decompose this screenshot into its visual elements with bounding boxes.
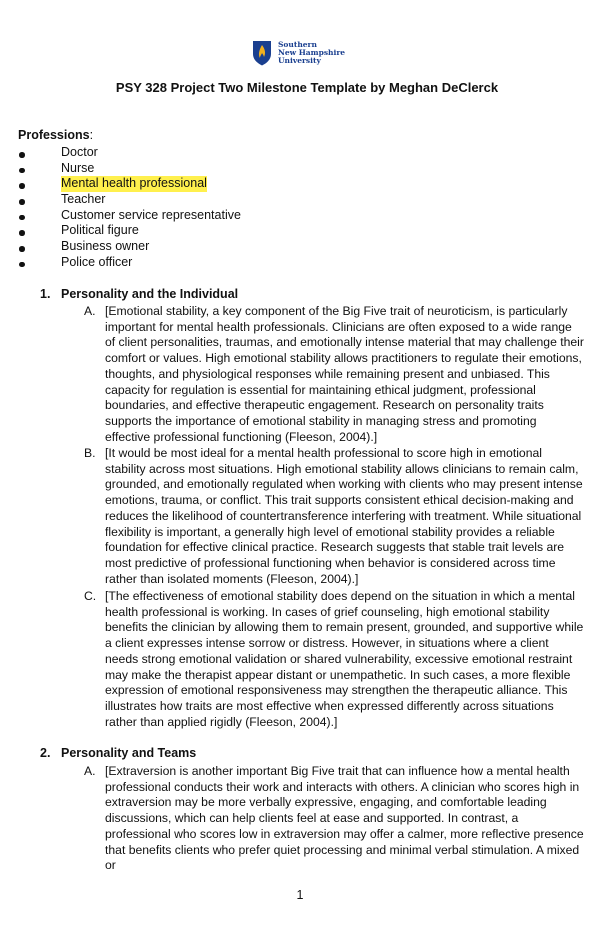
university-logo bbox=[252, 40, 345, 66]
logo-line: University bbox=[278, 56, 321, 65]
section-number: 2. bbox=[40, 746, 51, 760]
section-item bbox=[84, 764, 584, 874]
section-item bbox=[84, 446, 584, 587]
profession-text: Doctor bbox=[61, 145, 98, 159]
item-letter: C. bbox=[84, 589, 97, 603]
section-heading bbox=[40, 746, 196, 760]
item-letter: A. bbox=[84, 304, 96, 318]
profession-text: Teacher bbox=[61, 192, 106, 207]
list-item bbox=[0, 145, 614, 161]
section-number: 1. bbox=[40, 287, 51, 301]
profession-text: Business owner bbox=[61, 239, 150, 254]
professions-label-colon: : bbox=[89, 128, 94, 142]
page-title: PSY 328 Project Two Milestone Template by Meghan DeClerck bbox=[115, 80, 499, 95]
item-letter: B. bbox=[84, 446, 96, 460]
logo-wordmark bbox=[278, 41, 345, 65]
list-item bbox=[0, 239, 614, 255]
bullet-icon bbox=[19, 215, 25, 221]
profession-text: Police officer bbox=[61, 254, 133, 269]
section-title: Personality and the Individual bbox=[61, 287, 239, 301]
section-item bbox=[84, 304, 584, 445]
logo-line: New Hampshire bbox=[278, 48, 346, 57]
list-item bbox=[0, 223, 614, 239]
section-heading bbox=[40, 287, 238, 301]
professions-label bbox=[18, 128, 93, 142]
bullet-icon bbox=[19, 152, 25, 158]
profession-text-highlighted: Mental health professional bbox=[61, 176, 207, 191]
page-number: 1 bbox=[296, 888, 304, 902]
item-text: [The effectiveness of emotional stability does depend on the situation in which a mental health professional is working. In cases of grief counseling, high emotional stability benefits the clinician by allowing them to remain present, grounded, and supportive while a client expresses intense sorrow or distress. However, in situations where a client needs strong emotional validation or shared vulnerability, excessive emotional restraint may make the therapist appear distant or unempathetic. In such cases, a more flexible expression of emotional responsiveness may strengthen the therapeutic alliance. This illustrates how traits are most effective when expressed differently across situations rather than applied rigidly (Fleeson, 2004).] bbox=[105, 589, 584, 729]
bullet-icon bbox=[19, 183, 25, 189]
section-item bbox=[84, 589, 584, 730]
profession-text: Customer service representative bbox=[61, 207, 241, 222]
item-letter: A. bbox=[84, 764, 96, 778]
bullet-icon bbox=[19, 230, 25, 236]
section-title: Personality and Teams bbox=[61, 746, 197, 760]
shield-flame-icon bbox=[252, 40, 272, 66]
item-text: [Emotional stability, a key component of the Big Five trait of neuroticism, is particularly important for mental health professionals. Clinicians are often exposed to a wide range of client personalities, traumas, and emotionally intense material that may challenge their comfort or values. High emotional stability allows practitioners to regulate their emotions, thoughts, and physiological responses while remaining present and unbiased. This capacity for regulation is essential for maintaining ethical judgment, professional boundaries, and effective therapeutic engagement. Research on personality traits supports the importance of emotional stability in managing stress and promoting effective professional functioning (Fleeson, 2004).] bbox=[105, 304, 584, 444]
list-item bbox=[0, 255, 614, 271]
bullet-icon bbox=[19, 168, 25, 174]
list-item bbox=[0, 208, 614, 224]
profession-text: Nurse bbox=[61, 160, 95, 175]
item-text: [Extraversion is another important Big Five trait that can influence how a mental health professional conducts their work and interacts with others. A clinician who scores high in extraversion may be more verbally expressive, engaging, and comfortable leading discussions, which can help clients feel at ease and supported. In contrast, a professional who scores low in extraversion may offer a calmer, more reflective presence that benefits clients who prefer quiet processing and minimal verbal stimulation. A mixed or bbox=[105, 764, 584, 873]
professions-list bbox=[0, 145, 614, 271]
logo-line: Southern bbox=[278, 40, 317, 49]
professions-label-text: Professions bbox=[18, 128, 90, 142]
bullet-icon bbox=[19, 246, 25, 252]
bullet-icon bbox=[19, 262, 25, 268]
list-item bbox=[0, 161, 614, 177]
item-text: [It would be most ideal for a mental health professional to score high in emotional stability across most situations. High emotional stability allows clinicians to remain calm, grounded, and emotionally regulated when working with clients who may present intense emotions, trauma, or conflict. This trait supports consistent ethical decision-making and reduces the likelihood of countertransference interfering with treatment. While situational flexibility is important, a generally high level of emotional stability provides a reliable foundation for effective clinical practice. Research suggests that stable trait levels are most predictive of professional functioning when behavior is considered across time rather than isolated moments (Fleeson, 2004).] bbox=[105, 446, 583, 586]
list-item bbox=[0, 176, 614, 192]
bullet-icon bbox=[19, 199, 25, 205]
list-item bbox=[0, 192, 614, 208]
profession-text: Political figure bbox=[61, 223, 139, 238]
